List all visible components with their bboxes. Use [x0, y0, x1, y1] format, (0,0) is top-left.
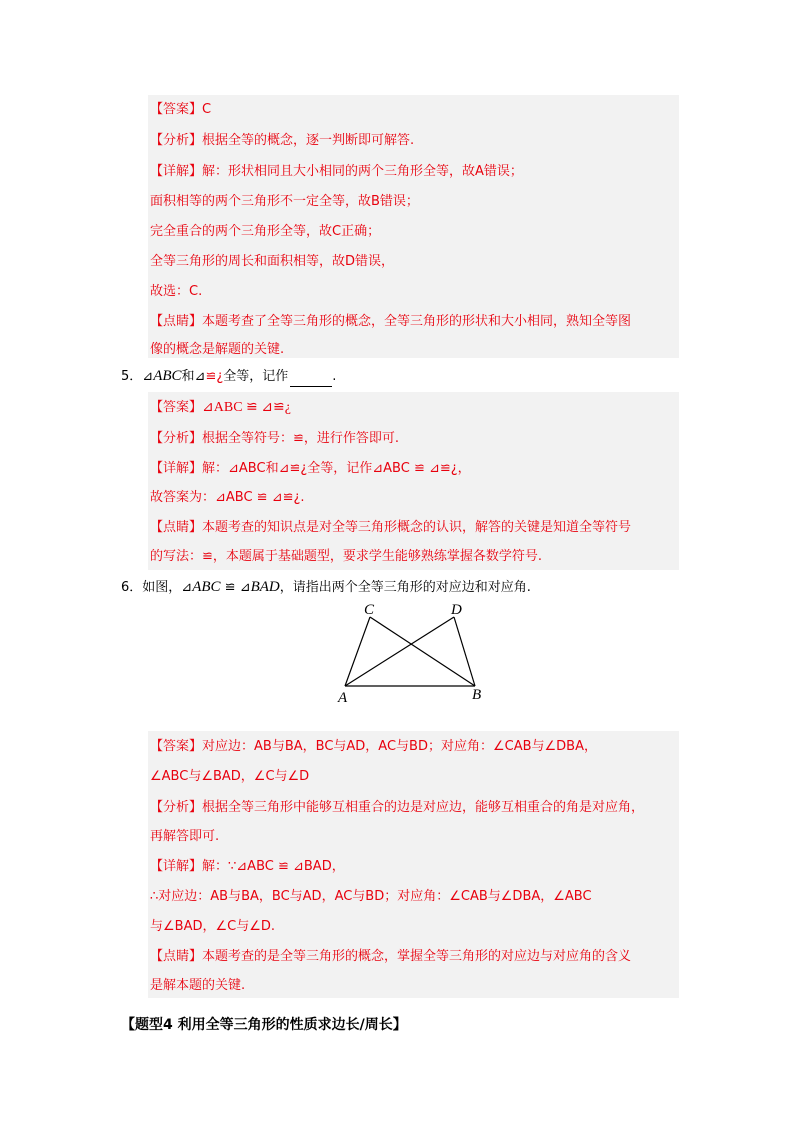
triangle-figure: [336, 598, 486, 708]
q5-analysis: 【分析】根据全等符号：≌，进行作答即可.: [150, 431, 400, 446]
q5-detail-line-2: 故答案为：⊿ABC ≌ ⊿≌¿.: [150, 490, 305, 505]
q6-comment-line-2: 是解本题的关键.: [150, 978, 246, 993]
q6-detail: 【详解】解：∵⊿ABC ≌ ⊿BAD，: [150, 859, 345, 874]
q6-analysis-line-2: 再解答即可.: [150, 829, 220, 844]
q5-answer: 【答案】⊿ABC ≌ ⊿≌¿: [150, 400, 291, 415]
vertex-label-c: C: [364, 602, 375, 618]
q6-number: 6．: [121, 580, 143, 595]
q6-comment: 【点睛】本题考查的是全等三角形的概念，掌握全等三角形的对应边与对应角的含义: [150, 949, 632, 964]
q5-question: 5．⊿ABC和⊿≌¿全等，记作 .: [121, 366, 336, 387]
q6-answer: 【答案】对应边：AB与BA，BC与AD，AC与BD；对应角：∠CAB与∠DBA，: [150, 739, 597, 754]
segment-ac: [345, 617, 370, 686]
q5-comment: 【点睛】本题考查的知识点是对全等三角形概念的认识，解答的关键是知道全等符号: [150, 520, 632, 535]
q4-comment-line-2: 像的概念是解题的关键.: [150, 342, 285, 357]
q6-answer-line-2: ∠ABC与∠BAD，∠C与∠D: [150, 769, 310, 784]
q6-detail-line-3: 与∠BAD，∠C与∠D.: [150, 919, 276, 934]
q4-detail-line-2: 面积相等的两个三角形不一定全等，故B错误；: [150, 194, 419, 209]
q4-detail-line-5: 故选：C.: [150, 284, 203, 299]
q4-detail: 【详解】解：形状相同且大小相同的两个三角形全等，故A错误；: [150, 164, 523, 179]
q4-detail-line-4: 全等三角形的周长和面积相等，故D错误，: [150, 254, 395, 269]
q4-comment: 【点睛】本题考查了全等三角形的概念，全等三角形的形状和大小相同，熟知全等图: [150, 314, 632, 329]
q5-comment-line-2: 的写法：≌，本题属于基础题型，要求学生能够熟练掌握各数学符号.: [150, 549, 543, 564]
segment-cb: [370, 617, 475, 686]
vertex-label-d: D: [451, 602, 462, 618]
q5-number: 5．: [121, 369, 143, 384]
q6-analysis: 【分析】根据全等三角形中能够互相重合的边是对应边，能够互相重合的角是对应角，: [150, 800, 645, 815]
segment-bd: [454, 617, 475, 686]
q6-question: 6．如图，⊿ABC ≌ ⊿BAD，请指出两个全等三角形的对应边和对应角.: [121, 579, 531, 595]
q4-answer: 【答案】C: [150, 102, 212, 117]
vertex-label-b: B: [472, 687, 482, 703]
q5-detail: 【详解】解：⊿ABC和⊿≌¿全等，记作⊿ABC ≌ ⊿≌¿，: [150, 461, 471, 476]
vertex-label-a: A: [338, 690, 348, 706]
segment-da: [345, 617, 454, 686]
q6-detail-line-2: ∴对应边：AB与BA，BC与AD，AC与BD；对应角：∠CAB与∠DBA，∠ABC: [150, 889, 592, 904]
q4-detail-line-3: 完全重合的两个三角形全等，故C正确；: [150, 224, 381, 239]
q4-analysis: 【分析】根据全等的概念，逐一判断即可解答.: [150, 133, 415, 148]
q5-solution-box: [148, 392, 679, 570]
section-heading: 【题型4 利用全等三角形的性质求边长/周长】: [121, 1017, 407, 1033]
answer-blank: [290, 372, 332, 387]
